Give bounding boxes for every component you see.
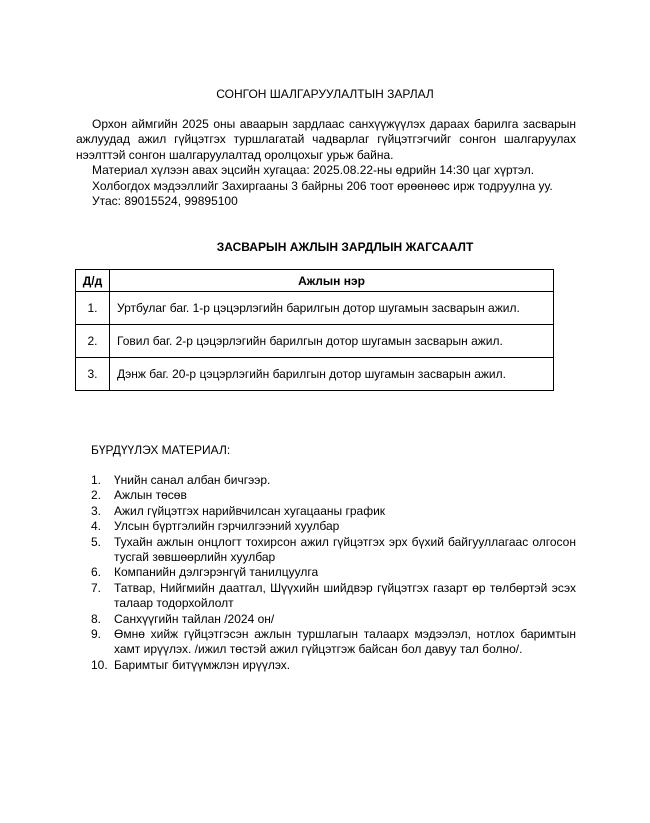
repair-list-title: ЗАСВАРЫН АЖЛЫН ЗАРДЛЫН ЖАГСААЛТ — [216, 240, 474, 254]
item-number: 7. — [91, 580, 102, 595]
row-number: 3. — [76, 358, 110, 391]
list-item — [91, 627, 576, 658]
list-item — [91, 612, 576, 627]
list-item — [91, 565, 576, 580]
item-number: 6. — [91, 565, 102, 580]
table-row — [76, 325, 554, 358]
phone-text: Утас: 89015524, 99895100 — [92, 194, 238, 209]
item-text: Ажил гүйцэтгэх нарийвчилсан хугацааны график — [114, 503, 386, 518]
row-job-name: Говил баг. 2-р цэцэрлэгийн барилгын дотор шугамын засварын ажил. — [110, 325, 554, 358]
row-job-name: Дэнж баг. 20-р цэцэрлэгийн барилгын дотор шугамын засварын ажил. — [110, 358, 554, 391]
item-number: 3. — [91, 503, 102, 518]
item-number: 9. — [91, 627, 102, 642]
contact-text: Холбогдох мэдээллийг Захиргааны 3 байрны 206 тоот өрөөнөөс ирж тодруулна уу. — [92, 178, 553, 193]
item-text: Үнийн санал албан бичгээр. — [114, 473, 271, 487]
item-text: Компанийн дэлгэрэнгүй танилцуулга — [114, 565, 319, 580]
list-item — [91, 519, 576, 534]
item-number: 2. — [91, 488, 102, 503]
item-number: 1. — [91, 473, 102, 487]
table-header-row — [76, 270, 554, 292]
row-number: 2. — [76, 325, 110, 358]
item-text: Ажлын төсөв — [114, 488, 187, 503]
list-item — [91, 658, 576, 673]
item-text: Татвар, Нийгмийн даатгал, Шүүхийн шийдвэр гүйцэтгэх газарт өр төлбөртэй эсэх талаар тодорхойлолт — [114, 580, 576, 611]
list-item — [91, 535, 576, 566]
list-item — [91, 504, 576, 519]
intro-section — [76, 117, 576, 209]
item-text: Баримтыг битүүмжлэн ирүүлэх. — [114, 657, 291, 672]
item-number: 8. — [91, 611, 102, 626]
row-number: 1. — [76, 292, 110, 325]
header-number: Д/д — [76, 270, 110, 292]
item-number: 4. — [91, 519, 102, 534]
page-title: СОНГОН ШАЛГАРУУЛАЛТЫН ЗАРЛАЛ — [216, 87, 434, 101]
item-number: 10. — [91, 657, 108, 672]
item-text: Тухайн ажлын онцлогт тохирсон ажил гүйцэтгэх эрх бүхий байгууллагаас олгосон тусгай зөвшөөрлийн хуулбар — [114, 534, 576, 565]
intro-paragraph: Орхон аймгийн 2025 оны аваарын зардлаас санхүүжүүлэх дараах барилга засварын ажлуудад ажил гүйцэтгэх туршлагатай чадварлаг гүйцэтгэгчийг сонгон шалгаруулах нээлттэй сонгон шалгаруулалтад оролцохыг урьж байна. — [76, 117, 576, 162]
row-job-name: Уртбулаг баг. 1-р цэцэрлэгийн барилгын дотор шугамын засварын ажил. — [110, 292, 554, 325]
table-row — [76, 358, 554, 391]
item-number: 5. — [91, 534, 102, 549]
item-text: Улсын бүртгэлийн гэрчилгээний хуулбар — [114, 519, 340, 534]
item-text: Санхүүгийн тайлан /2024 он/ — [114, 611, 275, 626]
materials-list — [91, 473, 576, 673]
header-job-name: Ажлын нэр — [110, 270, 554, 292]
list-item — [91, 488, 576, 503]
table-row — [76, 292, 554, 325]
deadline-text: Материал хүлээн авах эцсийн хугацаа: 2025.08.22-ны өдрийн 14:30 цаг хүртэл. — [92, 163, 535, 178]
item-text: Өмнө хийж гүйцэтгэсэн ажлын туршлагын талаарх мэдээлэл, нотлох баримтын хамт ирүүлэх. /ижил төстэй ажил гүйцэтгэж байсан бол давуу тал болно/. — [114, 627, 576, 657]
list-item — [91, 473, 576, 488]
repair-jobs-table — [75, 269, 554, 391]
list-item — [91, 581, 576, 612]
materials-title: БҮРДҮҮЛЭХ МАТЕРИАЛ: — [91, 443, 231, 457]
